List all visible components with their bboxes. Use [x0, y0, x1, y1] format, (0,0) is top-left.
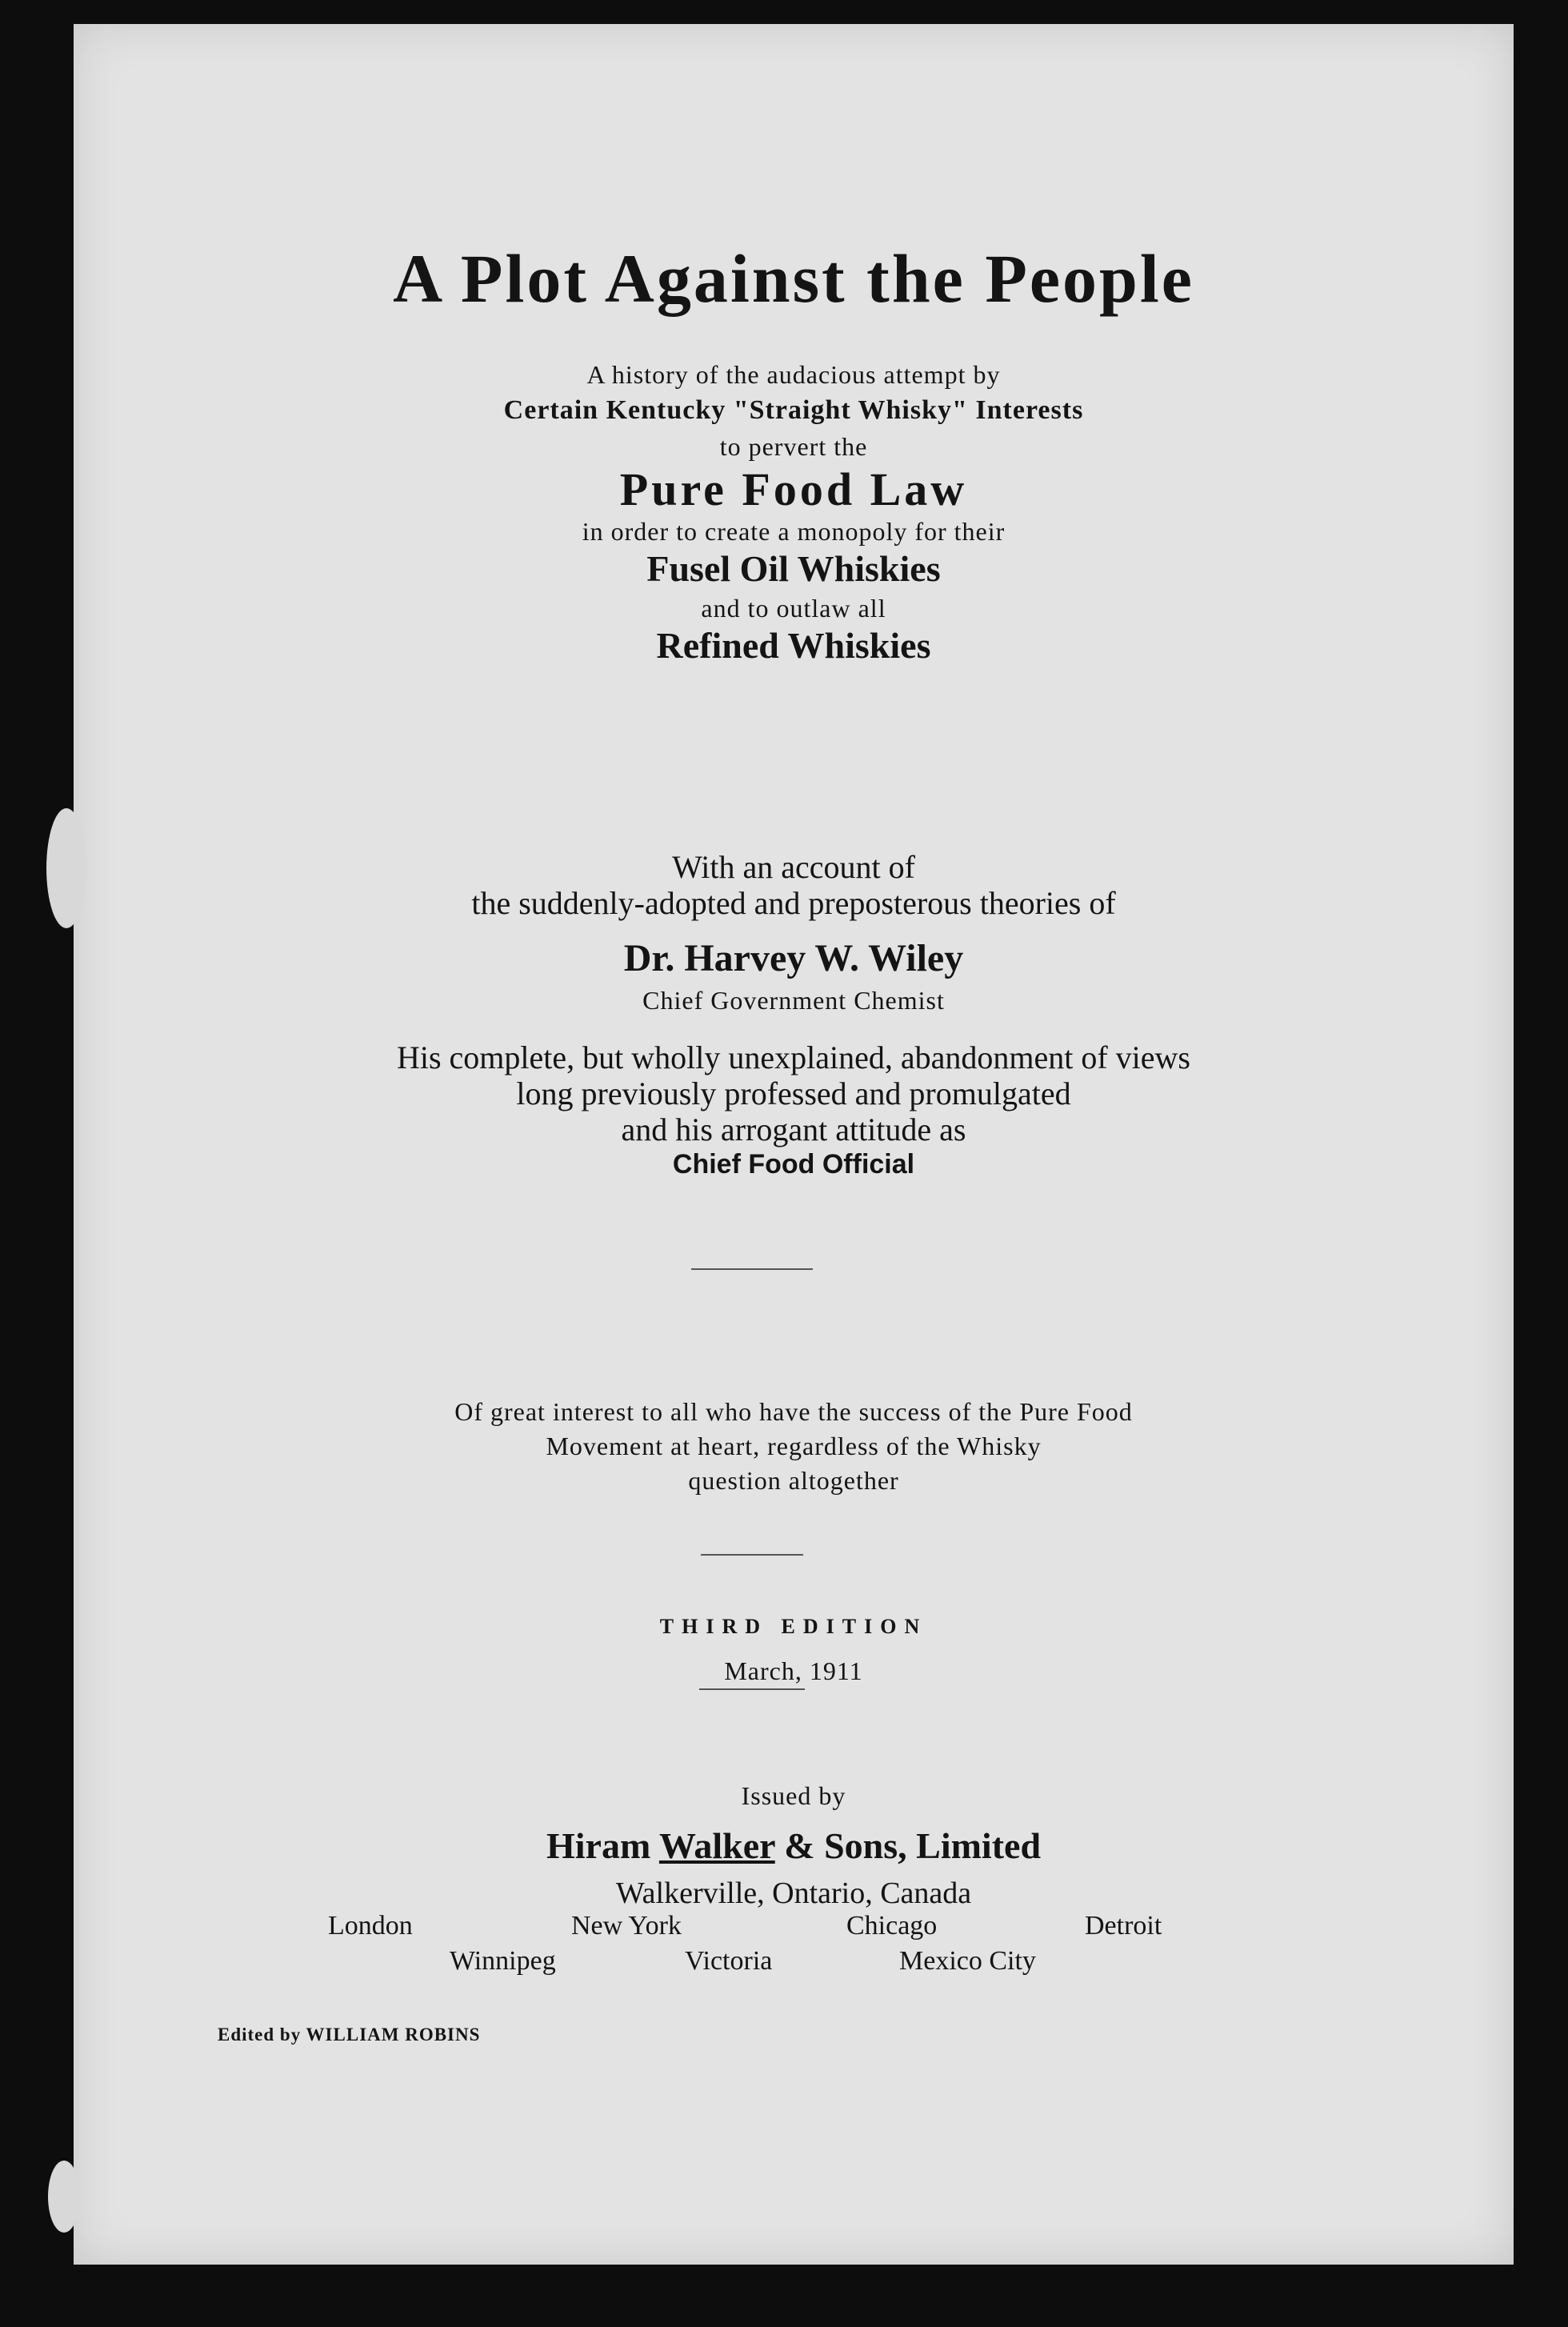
city: Victoria [685, 1946, 773, 1976]
editor-credit: Edited by WILLIAM ROBINS [218, 2025, 481, 2045]
subtitle-line: to pervert the [719, 432, 868, 461]
city: Winnipeg [450, 1946, 556, 1976]
city: London [328, 1911, 413, 1941]
person-name: Dr. Harvey W. Wiley [623, 937, 964, 979]
edition-date: March, 1911 [724, 1656, 863, 1685]
heading-pure-food-law: Pure Food Law [619, 463, 968, 515]
account-line: and his arrogant attitude as [621, 1111, 966, 1147]
subtitle-line-bold: Certain Kentucky "Straight Whisky" Interests [503, 395, 1084, 425]
paper-tear-mark [48, 2161, 80, 2233]
divider [691, 1268, 813, 1270]
divider [699, 1688, 805, 1690]
account-line-bold: Chief Food Official [672, 1149, 915, 1180]
interest-line: Of great interest to all who have the success of the Pure Food [454, 1397, 1133, 1426]
city: New York [571, 1911, 682, 1941]
subtitle-line: A history of the audacious attempt by [586, 360, 1001, 389]
publisher-name-walker: Walker [658, 1825, 775, 1866]
heading-fusel-oil: Fusel Oil Whiskies [646, 548, 941, 589]
city: Chicago [846, 1911, 938, 1941]
account-line: the suddenly-adopted and preposterous theories of [471, 885, 1116, 921]
publisher-address: Walkerville, Ontario, Canada [615, 1876, 972, 1910]
subtitle-line: and to outlaw all [701, 594, 886, 623]
heading-refined: Refined Whiskies [656, 625, 931, 666]
account-line: His complete, but wholly unexplained, abandonment of views [396, 1039, 1190, 1075]
city: Detroit [1085, 1911, 1162, 1941]
interest-line: Movement at heart, regardless of the Whisky [546, 1432, 1042, 1460]
divider [701, 1554, 803, 1556]
document-title: A Plot Against the People [393, 240, 1194, 317]
document-page [74, 24, 1514, 2265]
account-line: long previously professed and promulgated [516, 1075, 1071, 1111]
person-role: Chief Government Chemist [642, 986, 945, 1015]
subtitle-line: in order to create a monopoly for their [582, 517, 1006, 546]
publisher-name: Hiram Walker & Sons, Limited [546, 1825, 1042, 1866]
paper-tear-mark [46, 808, 86, 928]
city: Mexico City [899, 1946, 1036, 1976]
account-line: With an account of [672, 849, 915, 885]
interest-line: question altogether [688, 1466, 899, 1495]
edition-label: THIRD EDITION [659, 1615, 928, 1638]
issued-by-label: Issued by [741, 1781, 846, 1810]
